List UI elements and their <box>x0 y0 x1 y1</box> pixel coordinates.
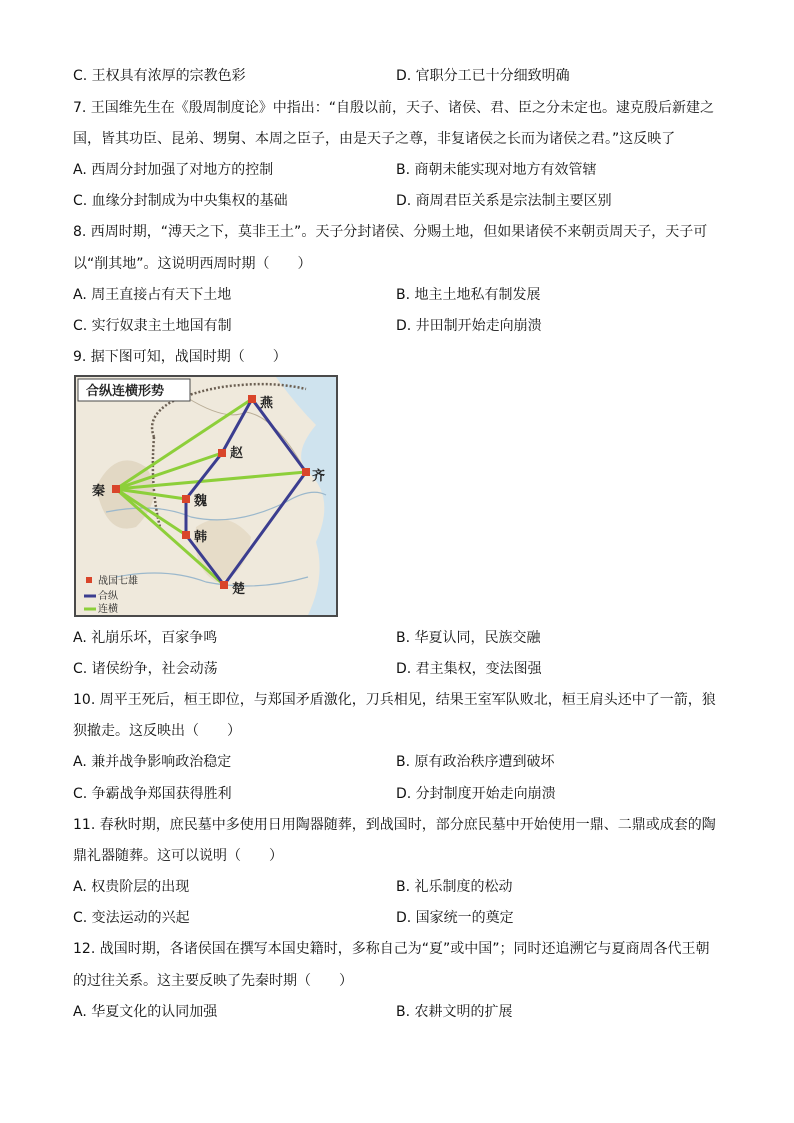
q10-option-a: A. 兼并战争影响政治稳定 <box>73 754 232 770</box>
legend-lianheng-label: 连横 <box>98 604 118 615</box>
q8-stem-line1: 8. 西周时期，“溥天之下，莫非王土”。天子分封诸侯、分赐土地，但如果诸侯不来朝贡周天子，天子可 <box>73 224 708 240</box>
q12-stem-line2: 的过往关系。这主要反映了先秦时期（ ） <box>73 973 353 989</box>
q7-stem-line2: 国，皆其功臣、昆弟、甥舅、本周之臣子，由是天子之尊，非复诸侯之长而为诸侯之君。”这反映了 <box>73 131 676 147</box>
q7-option-b: B. 商朝未能实现对地方有效管辖 <box>396 162 597 178</box>
q12-option-a: A. 华夏文化的认同加强 <box>73 1004 218 1020</box>
q11-option-d: D. 国家统一的奠定 <box>396 910 514 926</box>
state-marker-yan <box>248 395 256 403</box>
q9-option-b: B. 华夏认同，民族交融 <box>396 630 541 646</box>
q7-option-a: A. 西周分封加强了对地方的控制 <box>73 162 274 178</box>
q7-option-d: D. 商周君臣关系是宗法制主要区别 <box>396 193 612 209</box>
q10-stem-line1: 10. 周平王死后，桓王即位，与郑国矛盾激化，刀兵相见，结果王室军队败北，桓王肩头还中了一箭，狼 <box>73 692 716 708</box>
q8-option-d: D. 井田制开始走向崩溃 <box>396 318 542 334</box>
q9-option-a: A. 礼崩乐坏，百家争鸣 <box>73 630 218 646</box>
q6-option-c: C. 王权具有浓厚的宗教色彩 <box>73 68 246 84</box>
q10-option-b: B. 原有政治秩序遭到破坏 <box>396 754 555 770</box>
q8-option-a: A. 周王直接占有天下土地 <box>73 287 232 303</box>
state-label-qi: 齐 <box>312 469 326 484</box>
state-marker-zhao <box>218 449 226 457</box>
state-marker-wei <box>182 495 190 503</box>
q10-option-d: D. 分封制度开始走向崩溃 <box>396 786 556 802</box>
q9-stem: 9. 据下图可知，战国时期（ ） <box>73 349 287 365</box>
state-label-yan: 燕 <box>260 396 274 411</box>
q10-option-c: C. 争霸战争郑国获得胜利 <box>73 786 232 802</box>
q12-option-b: B. 农耕文明的扩展 <box>396 1004 513 1020</box>
state-marker-qin <box>112 485 120 493</box>
q6-option-d: D. 官职分工已十分细致明确 <box>396 68 570 84</box>
q9-option-d: D. 君主集权，变法图强 <box>396 661 542 677</box>
q11-stem-line2: 鼎礼器随葬。这可以说明（ ） <box>73 848 283 864</box>
q12-stem-line1: 12. 战国时期，各诸侯国在撰写本国史籍时，多称自己为“夏”或中国”；同时还追溯它与夏商周各代王朝 <box>73 941 710 957</box>
q7-stem-line1: 7. 王国维先生在《殷周制度论》中指出：“自殷以前，天子、诸侯、君、臣之分未定也。逮克殷后新建之 <box>73 100 715 116</box>
hezong-lianheng-map <box>74 375 338 617</box>
legend-hezong-label: 合纵 <box>98 591 118 602</box>
state-label-wei: 魏 <box>194 494 208 509</box>
legend-state-label: 战国七雄 <box>98 576 138 587</box>
state-marker-chu <box>220 581 228 589</box>
q11-option-a: A. 权贵阶层的出现 <box>73 879 190 895</box>
state-marker-qi <box>302 468 310 476</box>
legend-state-swatch <box>86 577 92 583</box>
map-title: 合纵连横形势 <box>86 384 165 399</box>
q8-option-c: C. 实行奴隶主土地国有制 <box>73 318 232 334</box>
q8-option-b: B. 地主土地私有制发展 <box>396 287 541 303</box>
q9-option-c: C. 诸侯纷争，社会动荡 <box>73 661 218 677</box>
state-label-chu: 楚 <box>232 582 246 597</box>
state-label-qin: 秦 <box>92 484 106 499</box>
q11-option-c: C. 变法运动的兴起 <box>73 910 190 926</box>
q10-stem-line2: 狈撤走。这反映出（ ） <box>73 723 241 739</box>
q8-stem-line2: 以“削其地”。这说明西周时期（ ） <box>73 256 312 272</box>
state-label-han: 韩 <box>194 530 208 545</box>
state-label-zhao: 赵 <box>230 446 244 461</box>
state-marker-han <box>182 531 190 539</box>
q7-option-c: C. 血缘分封制成为中央集权的基础 <box>73 193 288 209</box>
q11-option-b: B. 礼乐制度的松动 <box>396 879 513 895</box>
q11-stem-line1: 11. 春秋时期，庶民墓中多使用日用陶器随葬，到战国时，部分庶民墓中开始使用一鼎、二鼎或成套的陶 <box>73 817 716 833</box>
